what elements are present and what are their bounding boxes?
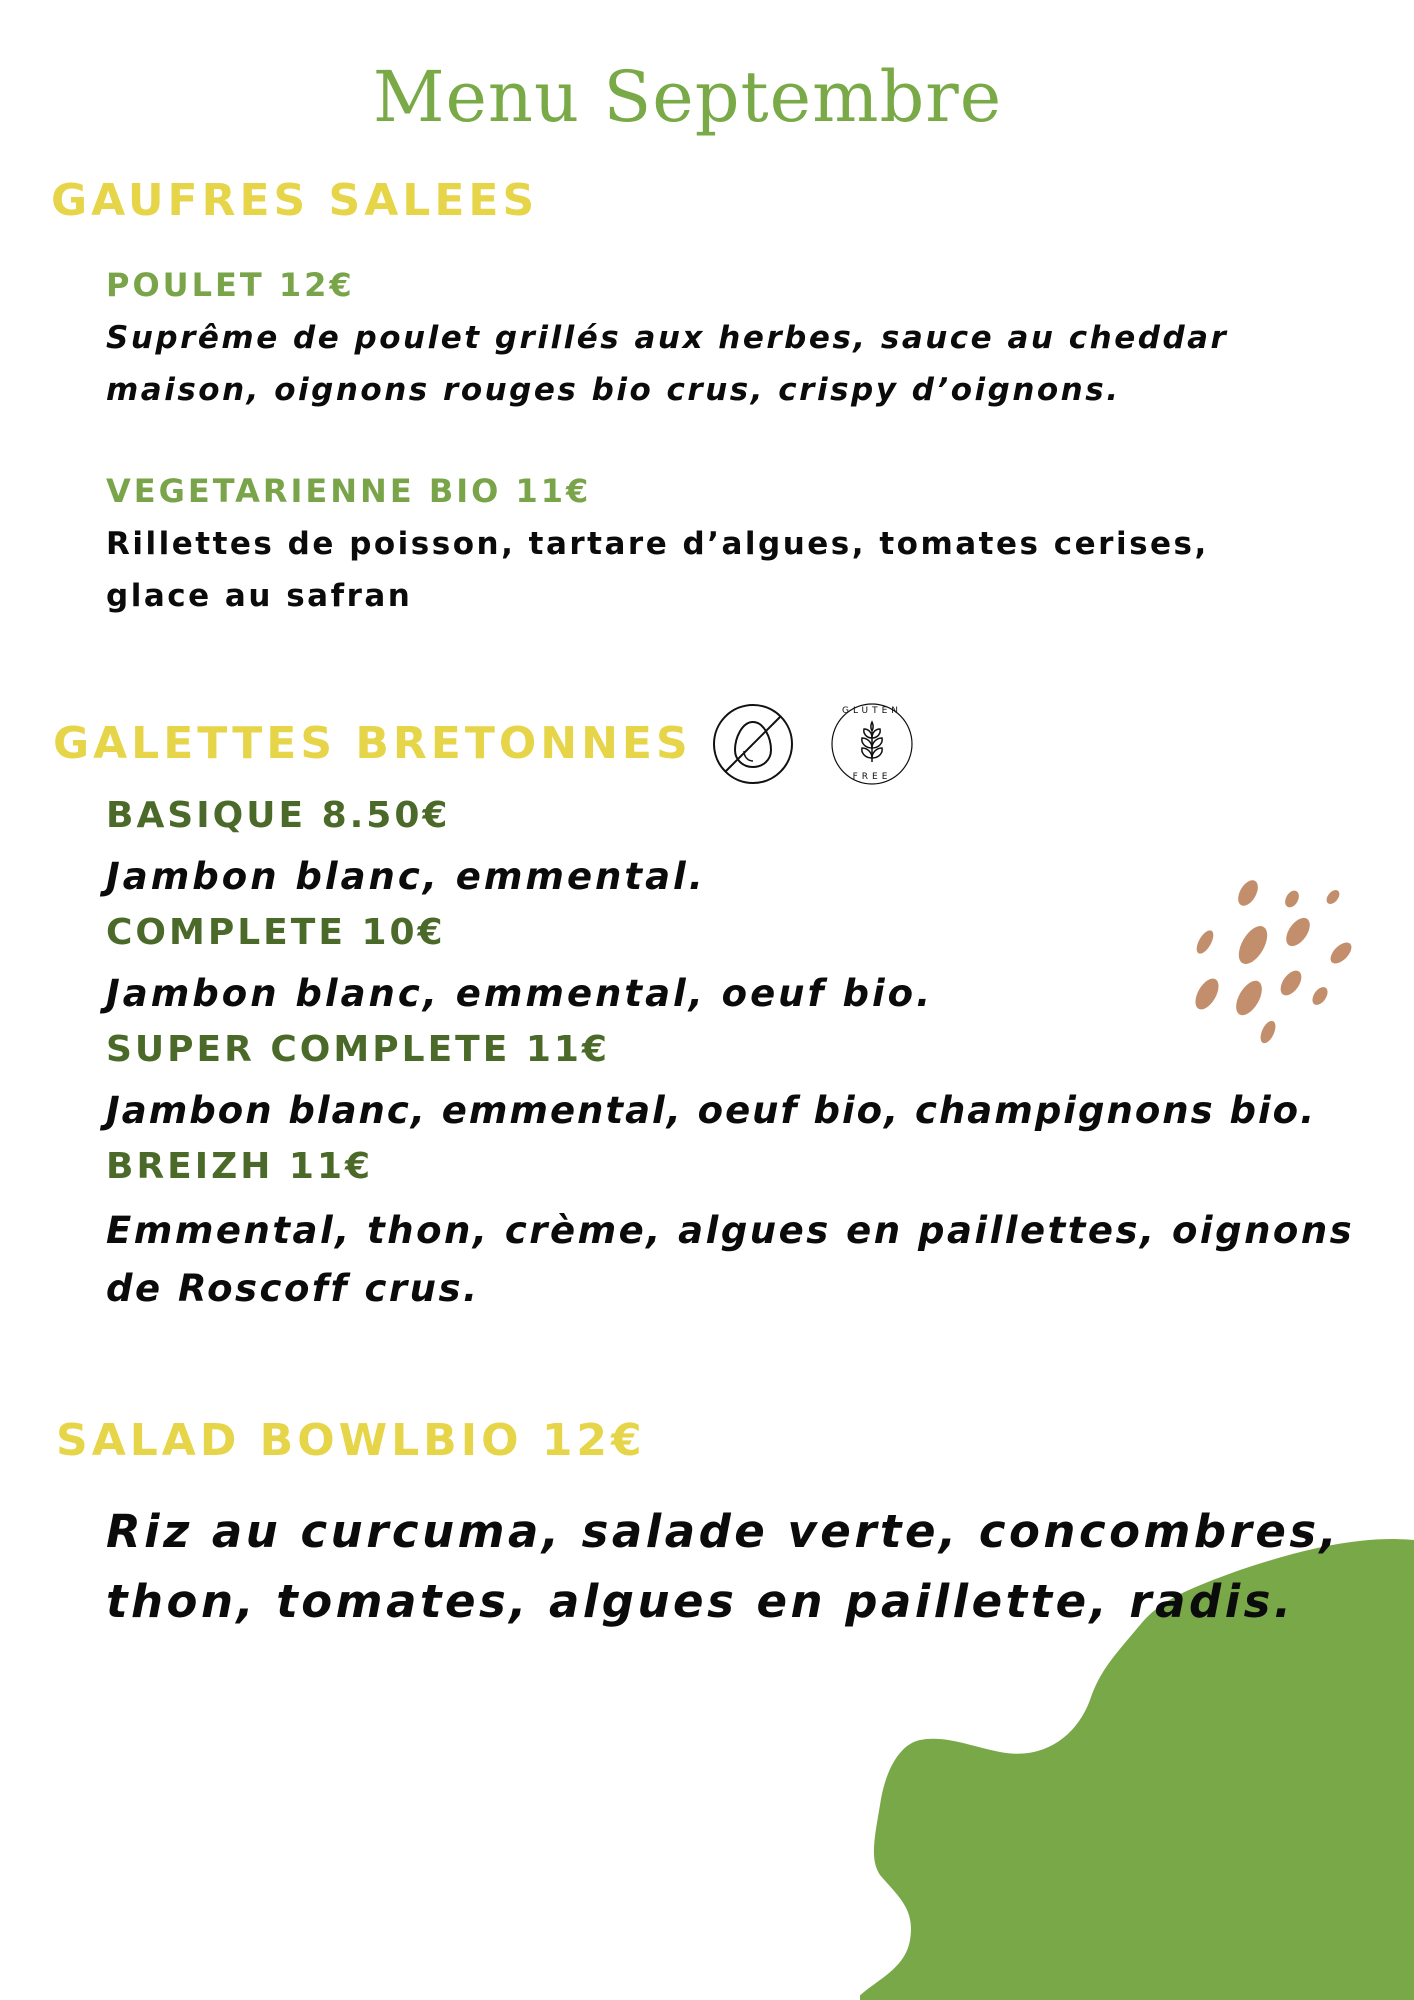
menu-item-description: Jambon blanc, emmental, oeuf bio, champignons bio.	[106, 1089, 1317, 1132]
menu-item-name: BASIQUE 8.50€	[106, 795, 451, 836]
menu-item-description: Emmental, thon, crème, algues en paillettes, oignons de Roscoff crus.	[106, 1209, 1355, 1310]
menu-item-name: SUPER COMPLETE 11€	[106, 1029, 610, 1070]
menu-item-name: POULET 12€	[106, 266, 355, 304]
section-heading-galettes: GALETTES BRETONNES	[53, 718, 692, 769]
menu-item-name: COMPLETE 10€	[106, 912, 446, 953]
page-title: Menu Septembre	[372, 56, 1003, 138]
menu-item-description: Rillettes de poisson, tartare d’algues, tomates cerises, glace au safran	[106, 526, 1209, 614]
menu-item-name: BREIZH 11€	[106, 1146, 374, 1187]
gluten-free-label-top: GLUTEN	[841, 706, 903, 716]
menu-item-description: Suprême de poulet grillés aux herbes, sauce au cheddar maison, oignons rouges bio crus, crispy d’oignons.	[106, 320, 1229, 408]
section-heading-salad: SALAD BOWLBIO 12€	[56, 1415, 646, 1466]
menu-item-description: Jambon blanc, emmental.	[106, 855, 706, 898]
gluten-free-icon	[830, 702, 914, 786]
no-egg-icon	[711, 702, 795, 786]
menu-item-name: VEGETARIENNE BIO 11€	[106, 472, 592, 510]
menu-item-description: Riz au curcuma, salade verte, concombres, thon, tomates, algues en paillette, radis.	[106, 1505, 1341, 1628]
section-heading-gaufres: GAUFRES SALEES	[51, 175, 539, 226]
menu-item-description: Jambon blanc, emmental, oeuf bio.	[106, 972, 934, 1015]
gluten-free-label-bottom: FREE	[852, 772, 892, 782]
